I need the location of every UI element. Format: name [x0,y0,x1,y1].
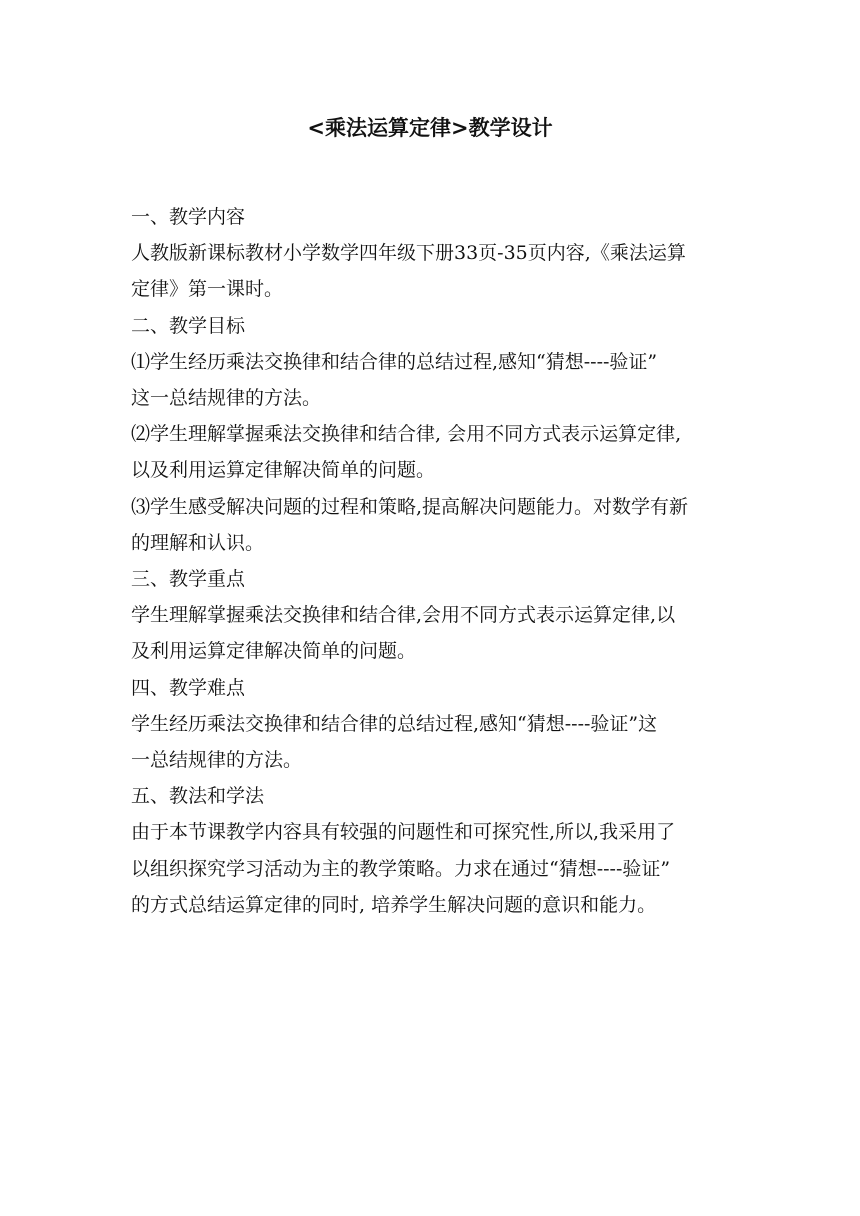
section-heading: 五、教法和学法 [131,785,265,808]
paragraph-line: 的理解和认识。 [131,531,265,554]
paragraph-line: 这一总结规律的方法。 [131,387,322,410]
paragraph-line: 学生经历乘法交换律和结合律的总结过程,感知“猜想----验证”这 [131,712,658,735]
paragraph-line: 以组织探究学习活动为主的教学策略。力求在通过“猜想----验证” [131,857,671,880]
section-heading: 一、教学内容 [131,206,246,228]
document-body [131,199,733,923]
paragraph-line: 及利用运算定律解决简单的问题。 [131,640,417,663]
paragraph-line: 以及利用运算定律解决简单的问题。 [131,459,436,482]
paragraph-line: 人教版新课标教材小学数学四年级下册33页-35页内容,《乘法运算 [131,242,686,265]
document-title: <乘法运算定律>教学设计 [307,116,553,140]
paragraph-line: 学生理解掌握乘法交换律和结合律,会用不同方式表示运算定律,以 [131,604,676,627]
paragraph-line: 一总结规律的方法。 [131,749,303,772]
paragraph-line: 由于本节课教学内容具有较强的问题性和可探究性,所以,我采用了 [131,821,676,844]
section-heading: 三、教学重点 [131,568,246,591]
paragraph-line: 的方式总结运算定律的同时, 培养学生解决问题的意识和能力。 [131,893,657,916]
paragraph-line: ⑶学生感受解决问题的过程和策略,提高解决问题能力。对数学有新 [131,495,689,518]
paragraph-line: ⑴学生经历乘法交换律和结合律的总结过程,感知“猜想----验证” [131,350,658,373]
section-heading: 四、教学难点 [131,676,246,699]
paragraph-line: 定律》第一课时。 [131,278,284,301]
section-heading: 二、教学目标 [131,314,246,337]
paragraph-line: ⑵学生理解掌握乘法交换律和结合律, 会用不同方式表示运算定律, [131,423,682,446]
